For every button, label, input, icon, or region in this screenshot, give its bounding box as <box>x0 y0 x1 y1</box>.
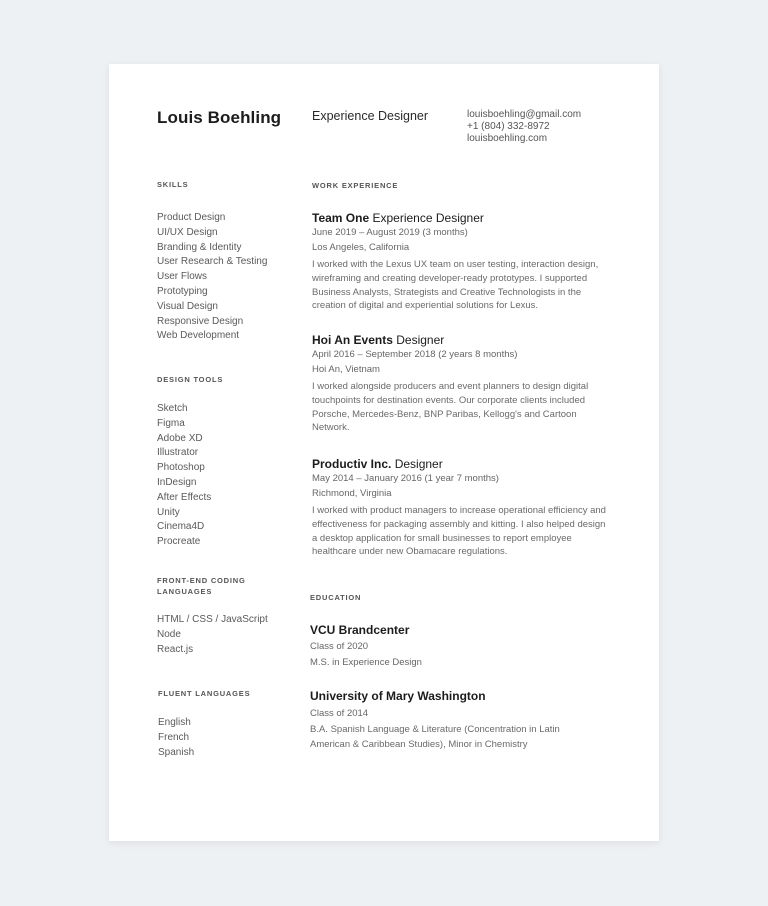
list-item: Illustrator <box>157 447 199 459</box>
coding-languages-heading: FRONT-END CODING LANGUAGES <box>157 576 246 596</box>
job-role: Designer <box>396 333 445 347</box>
job-dates: June 2019 – August 2019 (3 months) <box>312 227 468 238</box>
design-tools-list <box>157 402 211 550</box>
list-item: Spanish <box>158 746 195 758</box>
education-heading: EDUCATION <box>310 593 362 602</box>
school-degree: M.S. in Experience Design <box>310 657 422 668</box>
list-item: React.js <box>157 643 194 655</box>
resume-role: Experience Designer <box>312 109 429 123</box>
list-item: Branding & Identity <box>157 241 242 253</box>
job-location: Los Angeles, California <box>312 241 410 253</box>
phone-number: +1 (804) 332-8972 <box>467 121 550 132</box>
list-item: English <box>158 717 191 728</box>
school-name: University of Mary Washington <box>310 689 486 703</box>
company-name: Team One <box>312 211 370 225</box>
education-entry <box>310 689 600 752</box>
list-item: Sketch <box>157 403 188 414</box>
skills-heading: SKILLS <box>157 180 189 189</box>
list-item: Node <box>157 628 181 640</box>
job-location: Richmond, Virginia <box>312 487 392 499</box>
school-class: Class of 2020 <box>310 641 369 652</box>
list-item: UI/UX Design <box>157 226 218 238</box>
list-item: Procreate <box>157 536 201 548</box>
job-entry <box>312 457 612 559</box>
job-description: I worked with the Lexus UX team on user testing, interaction design, wireframing and creating developer-ready prototypes. I supported Business Analysts, Strategists and Creative Technologists in the creation of digital and experiential solutions for Lexus. <box>312 259 599 312</box>
job-entry <box>312 333 612 435</box>
list-item: Product Design <box>157 212 226 223</box>
resume-name: Louis Boehling <box>157 108 282 127</box>
list-item: User Research & Testing <box>157 256 268 268</box>
list-item: Prototyping <box>157 285 208 297</box>
education-entry <box>310 623 422 671</box>
job-title-line <box>312 333 612 347</box>
coding-languages-list <box>157 613 268 657</box>
fluent-languages-list <box>158 716 194 760</box>
list-item: InDesign <box>157 476 197 488</box>
list-item: Visual Design <box>157 300 218 312</box>
job-location: Hoi An, Vietnam <box>312 363 380 375</box>
job-dates: April 2016 – September 2018 (2 years 8 months) <box>312 349 518 360</box>
company-name: Productiv Inc. <box>312 457 392 471</box>
list-item: Unity <box>157 506 180 518</box>
list-item: French <box>158 731 190 743</box>
job-role: Experience Designer <box>372 211 484 225</box>
list-item: Web Development <box>157 330 240 342</box>
email-link[interactable]: louisboehling@gmail.com <box>467 109 582 120</box>
list-item: Responsive Design <box>157 315 244 327</box>
website-link[interactable]: louisboehling.com <box>467 133 548 144</box>
list-item: Adobe XD <box>157 432 203 444</box>
list-item: Photoshop <box>157 462 205 474</box>
list-item: Figma <box>157 417 185 429</box>
school-degree: B.A. Spanish Language & Literature (Concentration in Latin American & Caribbean Studies), Minor in Chemistry <box>310 724 560 750</box>
school-name: VCU Brandcenter <box>310 623 410 637</box>
work-experience-heading: WORK EXPERIENCE <box>312 181 399 190</box>
list-item: Cinema4D <box>157 521 205 533</box>
job-title-line <box>312 457 612 471</box>
job-role: Designer <box>394 457 443 471</box>
contact-block <box>467 109 581 145</box>
list-item: HTML / CSS / JavaScript <box>157 614 268 625</box>
list-item: After Effects <box>157 491 212 503</box>
job-dates: May 2014 – January 2016 (1 year 7 months) <box>312 473 499 484</box>
resume-page <box>109 64 659 841</box>
fluent-languages-heading: FLUENT LANGUAGES <box>158 689 251 698</box>
job-description: I worked with product managers to increase operational efficiency and effectiveness for packaging assembly and kitting. I also helped design a desktop application for small businesses to report employee healthcare under new Obamacare regulations. <box>312 505 606 558</box>
job-title-line <box>312 211 612 225</box>
school-class: Class of 2014 <box>310 708 369 719</box>
list-item: User Flows <box>157 271 208 283</box>
skills-list <box>157 211 267 344</box>
company-name: Hoi An Events <box>312 333 393 347</box>
design-tools-heading: DESIGN TOOLS <box>157 375 224 384</box>
job-entry <box>312 211 612 313</box>
job-description: I worked alongside producers and event planners to design digital touchpoints for destination events. Our corporate clients included Porsche, Mercedes-Benz, BNP Paribas, Kellogg's and Cartoon Network. <box>312 381 589 434</box>
